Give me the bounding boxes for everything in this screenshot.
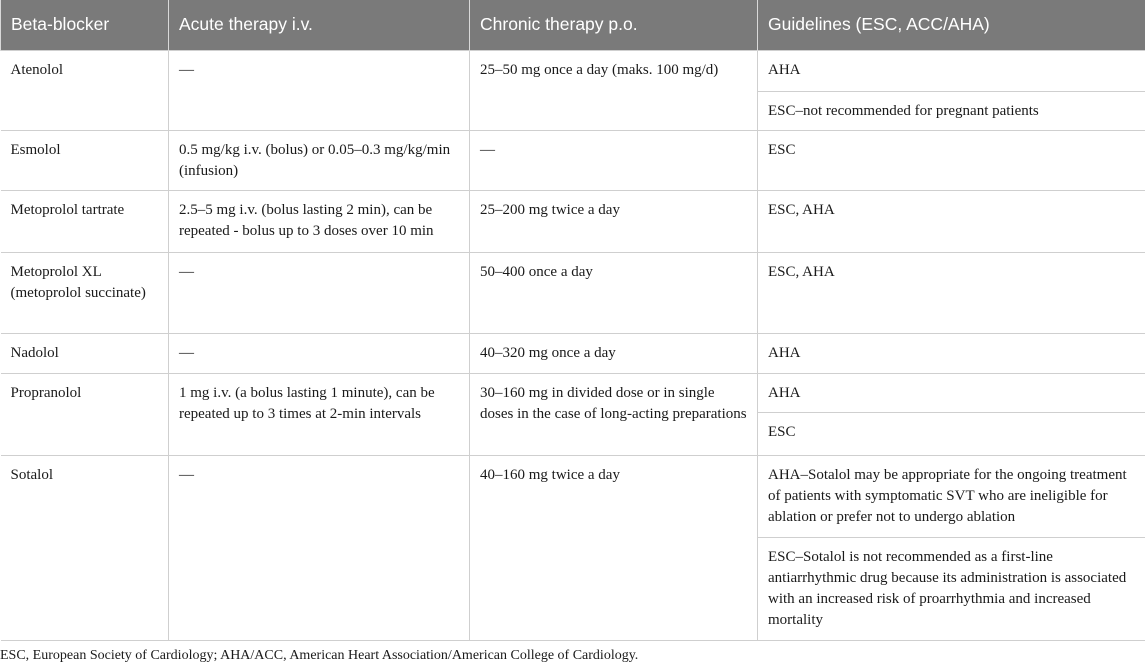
drug-name-cell: Metoprolol XL (metoprolol succinate) — [1, 252, 169, 333]
guideline-cell: AHA — [758, 333, 1145, 373]
acute-therapy-cell: — — [169, 252, 470, 333]
table-row — [1, 130, 1145, 190]
table-row — [1, 373, 1145, 412]
drug-name-cell: Propranolol — [1, 373, 169, 455]
drug-name-cell: Metoprolol tartrate — [1, 190, 169, 252]
chronic-therapy-cell: 40–320 mg once a day — [470, 333, 758, 373]
drug-name-cell: Nadolol — [1, 333, 169, 373]
chronic-therapy-cell: — — [470, 130, 758, 190]
header-chronic-therapy: Chronic therapy p.o. — [470, 0, 758, 50]
chronic-therapy-cell: 25–200 mg twice a day — [470, 190, 758, 252]
acute-therapy-cell: — — [169, 455, 470, 640]
guideline-cell: ESC, AHA — [758, 190, 1145, 252]
guideline-cell: ESC–Sotalol is not recommended as a first-line antiarrhythmic drug because its administration is associated with an increased risk of proarrhythmia and increased mortality — [758, 537, 1145, 640]
guideline-cell: ESC — [758, 130, 1145, 190]
table-row — [1, 333, 1145, 373]
drug-name-cell: Esmolol — [1, 130, 169, 190]
acute-therapy-cell: 1 mg i.v. (a bolus lasting 1 minute), can be repeated up to 3 times at 2-min intervals — [169, 373, 470, 455]
guideline-cell: AHA — [758, 50, 1145, 91]
chronic-therapy-cell: 25–50 mg once a day (maks. 100 mg/d) — [470, 50, 758, 130]
drug-name-cell: Sotalol — [1, 455, 169, 640]
chronic-therapy-cell: 30–160 mg in divided dose or in single doses in the case of long-acting preparations — [470, 373, 758, 455]
table-row — [1, 252, 1145, 333]
guideline-cell: ESC–not recommended for pregnant patients — [758, 91, 1145, 130]
header-beta-blocker: Beta-blocker — [1, 0, 169, 50]
table-row — [1, 50, 1145, 91]
table-footnote: ESC, European Society of Cardiology; AHA/ACC, American Heart Association/American College of Cardiology. — [0, 648, 639, 663]
guideline-cell: ESC, AHA — [758, 252, 1145, 333]
acute-therapy-cell: 0.5 mg/kg i.v. (bolus) or 0.05–0.3 mg/kg/min (infusion) — [169, 130, 470, 190]
header-guidelines: Guidelines (ESC, ACC/AHA) — [758, 0, 1145, 50]
guideline-cell: AHA — [758, 373, 1145, 412]
guideline-cell: ESC — [758, 412, 1145, 455]
acute-therapy-cell: — — [169, 333, 470, 373]
table-row — [1, 455, 1145, 537]
table-row — [1, 190, 1145, 252]
header-row — [1, 0, 1145, 50]
acute-therapy-cell: — — [169, 50, 470, 130]
guideline-cell: AHA–Sotalol may be appropriate for the ongoing treatment of patients with symptomatic SVT who are ineligible for ablation or prefer not to undergo ablation — [758, 455, 1145, 537]
header-acute-therapy: Acute therapy i.v. — [169, 0, 470, 50]
drug-name-cell: Atenolol — [1, 50, 169, 130]
chronic-therapy-cell: 40–160 mg twice a day — [470, 455, 758, 640]
chronic-therapy-cell: 50–400 once a day — [470, 252, 758, 333]
acute-therapy-cell: 2.5–5 mg i.v. (bolus lasting 2 min), can be repeated - bolus up to 3 doses over 10 min — [169, 190, 470, 252]
